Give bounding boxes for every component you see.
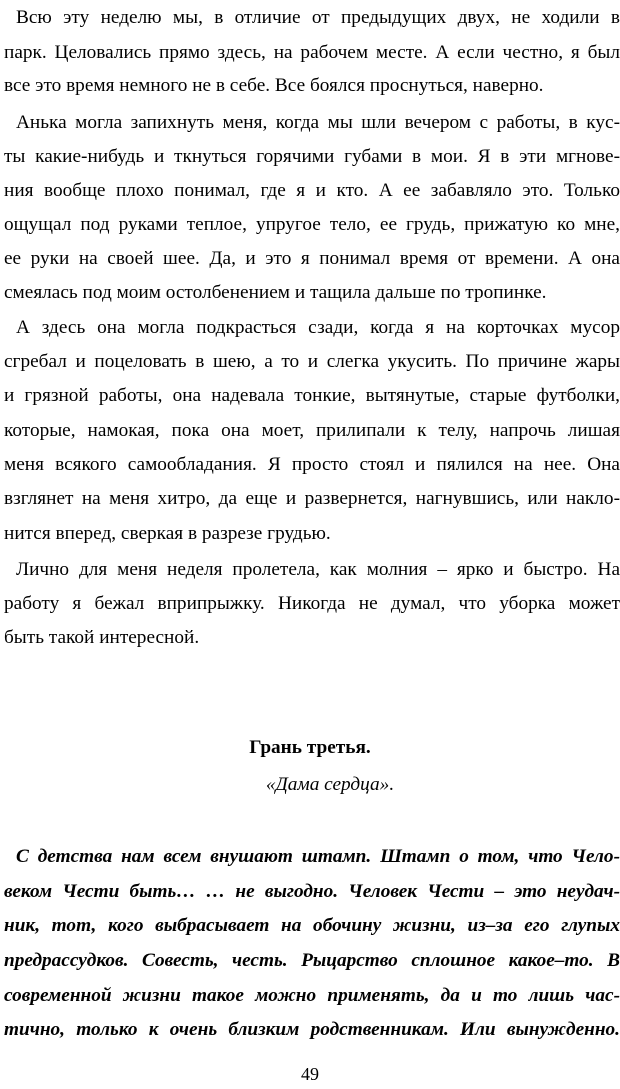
epigraph-line-4: предрассудков. Совесть, честь. Рыцарство сплошное какое–то. В	[4, 950, 620, 971]
paragraph-3-line-2: сгребал и поцеловать в шею, а то и слегка укусить. По причине жары	[4, 351, 620, 372]
paragraph-3-line-5: меня всякого самообладания. Я просто стоял и пялился на нее. Она	[4, 454, 620, 475]
paragraph-1-line-3: все это время немного не в себе. Все боялся проснуться, наверно.	[4, 75, 544, 96]
epigraph-line-3: ник, тот, кого выбрасывает на обочину жизни, из–за его глупых	[4, 915, 620, 936]
epigraph-line-6: тично, только к очень близким родственникам. Или вынужденно.	[4, 1019, 620, 1040]
epigraph-line-2: веком Чести быть… … не выгодно. Человек Чести – это неудач-	[4, 881, 620, 902]
paragraph-2-line-6: смеялась под моим остолбенением и тащила дальше по тропинке.	[4, 282, 547, 303]
epigraph-line-5: современной жизни такое можно применять, да и то лишь час-	[4, 985, 620, 1006]
epigraph-line-1: С детства нам всем внушают штамп. Штамп о том, что Чело-	[16, 846, 620, 867]
paragraph-1-line-2: парк. Целовались прямо здесь, на рабочем месте. А если честно, я был	[4, 42, 620, 63]
paragraph-2-line-1: Анька могла запихнуть меня, когда мы шли вечером с работы, в кус-	[16, 112, 620, 133]
chapter-subtitle: «Дама сердца».	[265, 774, 395, 795]
paragraph-3-line-1: А здесь она могла подкрасться сзади, когда я на корточках мусор	[16, 317, 620, 338]
paragraph-3-line-4: которые, намокая, пока она моет, прилипали к телу, напрочь лишая	[4, 420, 620, 441]
paragraph-2-line-2: ты какие-нибудь и ткнуться горячими губами в мои. Я в эти мгнове-	[4, 146, 620, 167]
paragraph-2-line-4: ощущал под руками теплое, упругое тело, ее грудь, прижатую ко мне,	[4, 214, 620, 235]
page-number: 49	[301, 1064, 319, 1084]
paragraph-2-line-3: ния вообще плохо понимал, где я и кто. А ее забавляло это. Только	[4, 180, 620, 201]
chapter-title: Грань третья.	[249, 737, 371, 758]
paragraph-4-line-1: Лично для меня неделя пролетела, как молния – ярко и быстро. На	[16, 559, 620, 580]
paragraph-4-line-3: быть такой интересной.	[4, 627, 200, 648]
paragraph-3-line-3: и грязной работы, она надевала тонкие, вытянутые, старые футболки,	[4, 385, 620, 406]
paragraph-1-line-1: Всю эту неделю мы, в отличие от предыдущих двух, не ходили в	[16, 7, 620, 28]
paragraph-2-line-5: ее руки на своей шее. Да, и это я понимал время от времени. А она	[4, 248, 620, 269]
paragraph-3-line-7: нится вперед, сверкая в разрезе грудью.	[4, 523, 331, 544]
paragraph-4-line-2: работу я бежал вприпрыжку. Никогда не думал, что уборка может	[4, 593, 620, 614]
paragraph-3-line-6: взглянет на меня хитро, да еще и развернется, нагнувшись, или накло-	[4, 488, 620, 509]
